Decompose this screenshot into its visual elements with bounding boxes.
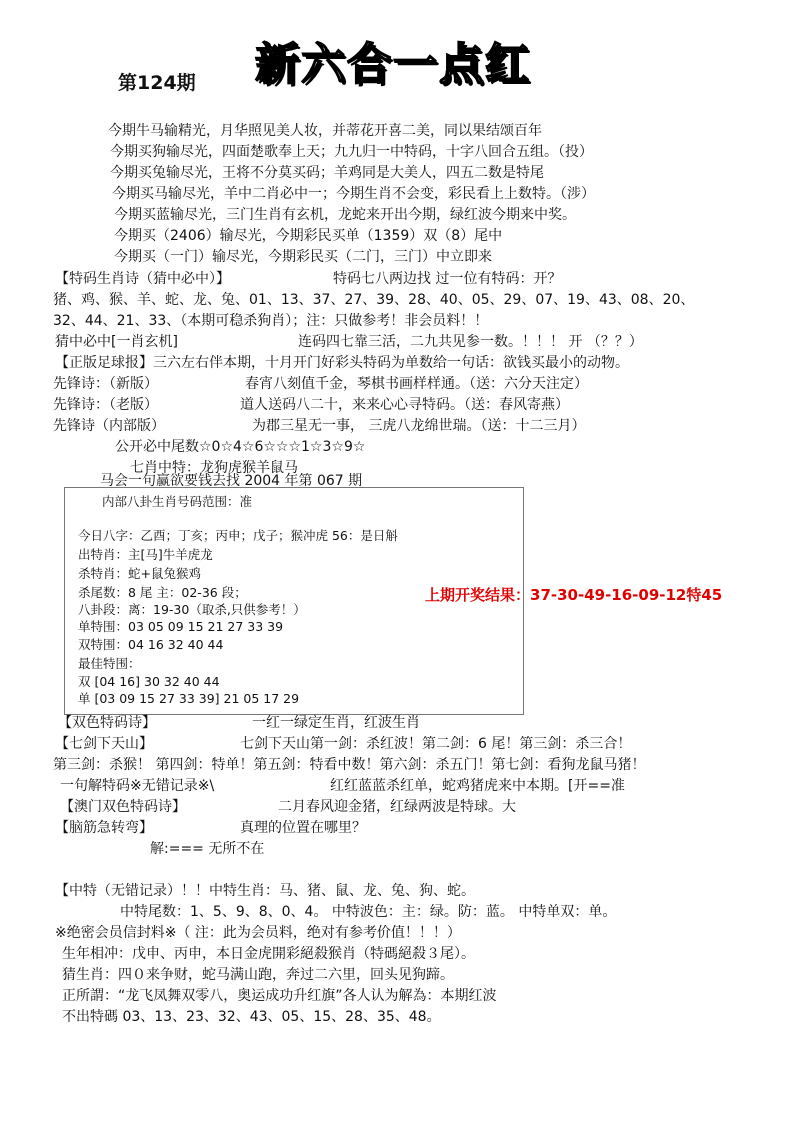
box-title: 内部八卦生肖号码范围：准 bbox=[102, 494, 253, 509]
page-title: 新六合一点红 bbox=[255, 39, 531, 90]
box-row: 双特围：04 16 32 40 44 bbox=[78, 637, 224, 652]
zhongte-line: 中特尾数：1、5、9、8、0、4。 中特波色：主：绿。防：蓝。 中特单双：单。 bbox=[120, 904, 617, 920]
qijian-line: 七剑下天山第一剑：杀红波！第二剑：6 尾！第三剑：杀三合！ bbox=[240, 736, 632, 752]
xianfeng-label: 先锋诗（内部版） bbox=[53, 418, 165, 434]
aomen-text: 二月春风迎金猪，红绿两波是特球。大 bbox=[278, 799, 516, 815]
zhengban-line: 【正版足球报】三六左右伴本期，十月开门好彩头特码为单数给一句话：欲钱买最小的动物。 bbox=[55, 355, 629, 371]
poem-line: 今期买（2406）输尽光，今期彩民买单（1359）双（8）尾中 bbox=[114, 228, 503, 244]
tail-line: 生年相冲：戊申、丙申，本日金虎開彩絕殺猴肖（特碼絕殺３尾）。 bbox=[62, 946, 475, 962]
poem-line: 今期买狗输尽光，四面楚歌奉上天；九九归一中特码，十字八回合五组。（投） bbox=[110, 144, 593, 160]
number-line: 32、44、21、33、（本期可稳杀狗肖）；注：只做参考！非会员料！！ bbox=[53, 313, 489, 329]
box-row: 今日八字：乙酉；丁亥；丙申；戊子；猴冲虎 56：是日斛 bbox=[78, 528, 398, 543]
xianfeng-text: 为郡三星无一事， 三虎八龙绵世瑞。（送：十二三月） bbox=[252, 418, 586, 434]
zhongte-line: 【中特（无错记录）！！中特生肖：马、猪、鼠、龙、兔、狗、蛇。 bbox=[55, 883, 475, 899]
seven-zodiac-line: 七肖中特：龙狗虎猴羊鼠马 bbox=[130, 460, 298, 476]
number-line: 猪、鸡、猴、羊、蛇、龙、兔、01、13、37、27、39、28、40、05、29、07、19、43、08、20、 bbox=[53, 292, 695, 308]
box-row: 双 [04 16] 30 32 40 44 bbox=[78, 674, 220, 689]
qijian-line: 第三剑：杀猴！ 第四剑：特单！第五剑：特看中数！第六剑：杀五门！第七剑：看狗龙鼠马猪！ bbox=[53, 757, 646, 773]
xianfeng-text: 道人送码八二十，来来心心寻特码。（送：春风寄燕） bbox=[240, 397, 569, 413]
tail-line: 正所謂：“龙飞凤舞双零八，奥运成功升红旗”各人认为解為：本期红波 bbox=[62, 988, 497, 1004]
tema-poem-text: 特码七八两边找 过一位有特码：开？ bbox=[333, 271, 562, 287]
tema-poem-label: 【特码生肖诗（猜中必中）】 bbox=[55, 271, 230, 287]
yiju-text: 红红蓝蓝杀红单，蛇鸡猪虎来中本期。[开==准 bbox=[330, 778, 625, 794]
shuangse-label: 【双色特码诗】 bbox=[58, 715, 156, 731]
xianfeng-text: 春宵八刻值千金，琴棋书画样样通。（送：六分天注定） bbox=[245, 376, 588, 392]
box-row: 杀特肖：蛇+鼠兔猴鸡 bbox=[78, 566, 201, 581]
tail-line: 猜生肖：四０来争财，蛇马满山跑，奔过二六里，回头见狗蹄。 bbox=[62, 967, 454, 983]
box-row: 八卦段：离：19-30（取杀,只供参考！） bbox=[78, 602, 306, 617]
poem-line: 今期牛马输精光，月华照见美人妆，并蒂花开喜二美，同以果结颂百年 bbox=[108, 123, 542, 139]
issue-number: 第124期 bbox=[118, 72, 196, 94]
xianfeng-label: 先锋诗：（新版） bbox=[53, 376, 158, 392]
guess-label: 猜中必中[一肖玄机] bbox=[55, 334, 178, 350]
guess-text: 连码四七靠三活，二九共见参一数。！！！ 开 （？？） bbox=[298, 334, 643, 350]
shuangse-text: 一红一绿定生肖，红波生肖 bbox=[252, 715, 420, 731]
box-row: 单 [03 09 15 27 33 39] 21 05 17 29 bbox=[78, 691, 300, 706]
mahui-line: 马会一句赢欲要钱去找 2004 年第 067 期 bbox=[100, 473, 363, 489]
public-tail-line: 公开必中尾数☆0☆4☆6☆☆☆1☆3☆9☆ bbox=[115, 439, 366, 455]
tail-line: ※绝密会员信封料※（ 注：此为会员料，绝对有参考价值！！！） bbox=[55, 925, 461, 941]
qijian-label: 【七剑下天山】 bbox=[55, 736, 153, 752]
yiju-label: 一句解特码※无错记录※\ bbox=[60, 778, 215, 794]
naojin-label: 【脑筋急转弯】 bbox=[55, 820, 153, 836]
naojin-answer: 解:=== 无所不在 bbox=[150, 841, 265, 857]
poem-line: 今期买马输尽光，羊中二肖必中一；今期生肖不会变，彩民看上上数特。（涉） bbox=[112, 186, 595, 202]
box-row: 单特围：03 05 09 15 21 27 33 39 bbox=[78, 619, 284, 634]
naojin-text: 真理的位置在哪里？ bbox=[240, 820, 366, 836]
poem-line: 今期买（一门）输尽光，今期彩民买（二门，三门）中立即来 bbox=[114, 249, 492, 265]
poem-line: 今期买蓝输尽光，三门生肖有玄机，龙蛇来开出今期，绿红波今期来中奖。 bbox=[114, 207, 576, 223]
aomen-label: 【澳门双色特码诗】 bbox=[60, 799, 186, 815]
box-row: 杀尾数：8 尾 主：02-36 段； bbox=[78, 585, 247, 600]
poem-line: 今期买兔输尽光，王将不分莫买码；羊鸡同是大美人，四五二数是特尾 bbox=[110, 165, 544, 181]
tail-line: 不出特碼 03、13、23、32、43、05、15、28、35、48。 bbox=[62, 1009, 441, 1025]
box-row: 最佳特围： bbox=[78, 656, 141, 671]
box-row: 出特肖：主[马]牛羊虎龙 bbox=[78, 547, 213, 562]
last-result: 上期开奖结果：37-30-49-16-09-12特45 bbox=[425, 586, 723, 604]
xianfeng-label: 先锋诗：（老版） bbox=[53, 397, 158, 413]
